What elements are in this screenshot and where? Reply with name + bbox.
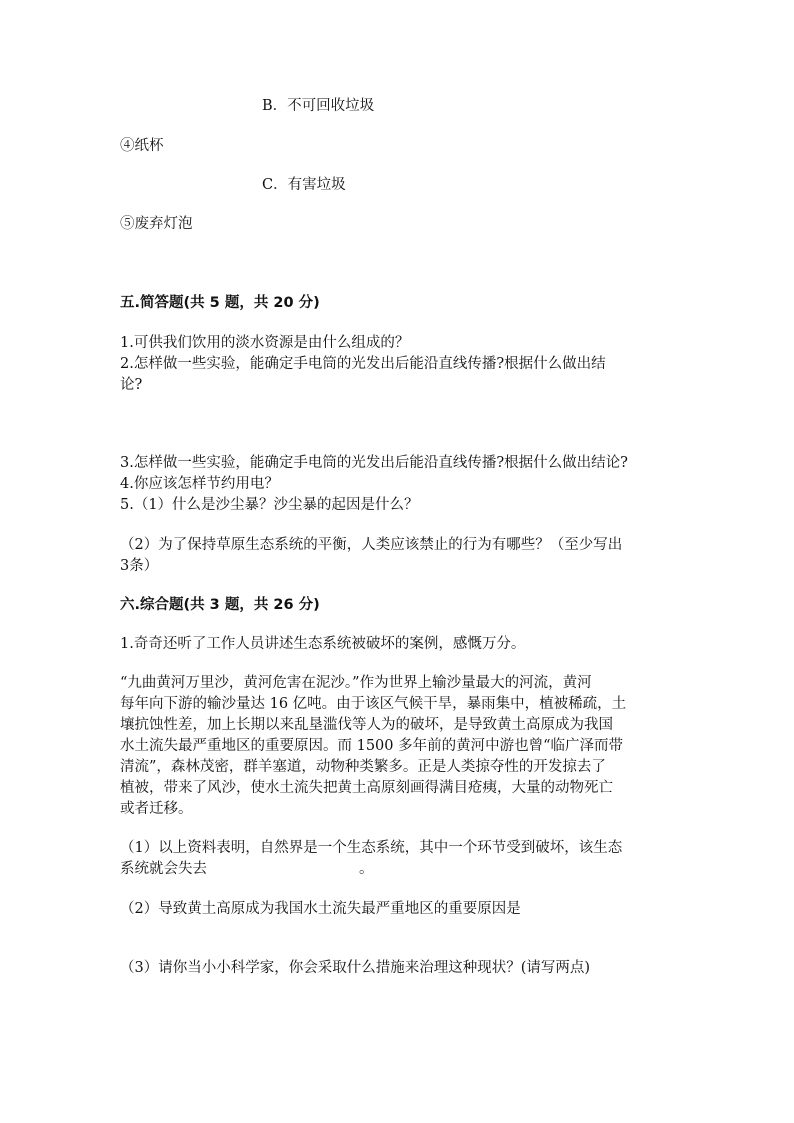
question-2-line-1: 2.怎样做一些实验，能确定手电筒的光发出后能沿直线传播?根据什么做出结	[120, 356, 606, 372]
option-c: C．有害垃圾	[262, 177, 346, 193]
section-6-heading: 六.综合题(共 3 题，共 26 分)	[120, 597, 320, 613]
section-5-heading: 五.简答题(共 5 题，共 20 分)	[120, 295, 320, 311]
question-5-part-1: 5.（1）什么是沙尘暴？沙尘暴的起因是什么？	[120, 497, 419, 513]
sub-question-1-line-1: （1）以上资料表明，自然界是一个生态系统，其中一个环节受到破坏，该生态	[120, 840, 623, 856]
passage-line: 每年向下游的输沙量达 16 亿吨。由于该区气候干旱，暴雨集中，植被稀疏，土	[120, 696, 627, 712]
option-b: B．不可回收垃圾	[262, 98, 375, 114]
item-5: ⑤废弃灯泡	[120, 216, 193, 232]
sub-question-2: （2）导致黄土高原成为我国水土流失最严重地区的重要原因是	[120, 901, 521, 917]
sub-question-3: （3）请你当小小科学家，你会采取什么措施来治理这种现状？(请写两点)	[120, 960, 591, 976]
sub-question-1-line-2	[120, 862, 374, 877]
question-1: 1.可供我们饮用的淡水资源是由什么组成的？	[120, 335, 410, 351]
question-5-part-2-line-1: （2）为了保持草原生态系统的平衡，人类应该禁止的行为有哪些？（至少写出	[120, 537, 623, 553]
passage-line: 壤抗蚀性差，加上长期以来乱垦滥伐等人为的破坏，是导致黄土高原成为我国	[120, 717, 613, 733]
question-6-1-intro: 1.奇奇还听了工作人员讲述生态系统被破坏的案例，感慨万分。	[120, 636, 526, 652]
question-2-line-2: 论?	[120, 377, 143, 393]
question-5-part-2-line-2: 3条）	[120, 558, 159, 574]
question-3: 3.怎样做一些实验，能确定手电筒的光发出后能沿直线传播?根据什么做出结论?	[120, 455, 628, 471]
sub-question-1-text: 系统就会失去	[120, 861, 207, 877]
passage-line: 或者迁移。	[120, 801, 193, 817]
question-4: 4.你应该怎样节约用电？	[120, 476, 279, 492]
item-4: ④纸杯	[120, 138, 164, 154]
passage-line: 植被，带来了风沙，使水土流失把黄土高原刻画得满目疮痍，大量的动物死亡	[120, 780, 613, 796]
sub-question-1-end: 。	[359, 861, 374, 877]
passage-line: 水土流失最严重地区的重要原因。而 1500 多年前的黄河中游也曾“临广泽而带	[120, 738, 624, 754]
passage-line: 清流”，森林茂密，群羊塞道，动物种类繁多。正是人类掠夺性的开发掠去了	[120, 759, 606, 775]
passage-line: “九曲黄河万里沙，黄河危害在泥沙。”作为世界上输沙量最大的河流，黄河	[120, 675, 592, 691]
